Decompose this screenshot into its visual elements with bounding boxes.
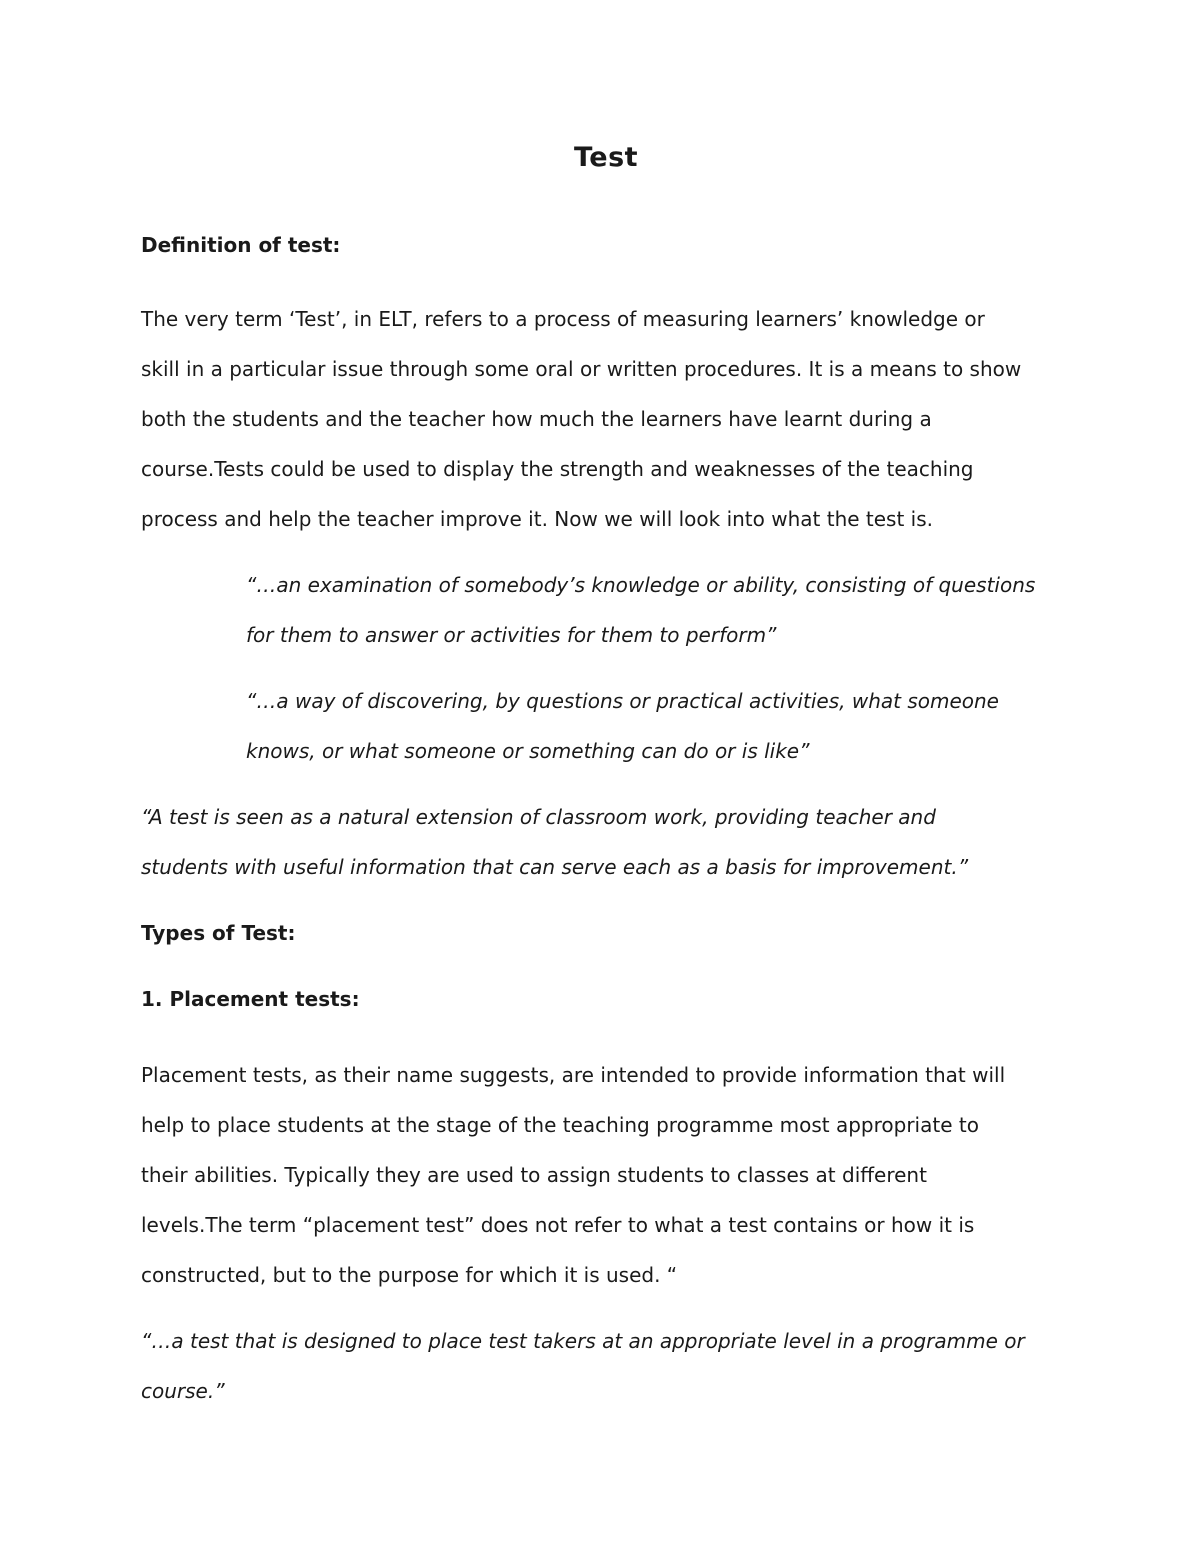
quote-line: for them to answer or activities for them to perform” (246, 623, 777, 647)
dictionary-quote-1 (246, 560, 1076, 660)
quote-line: “…a test that is designed to place test takers at an appropriate level in a programme or (141, 1329, 1025, 1353)
paragraph-line: both the students and the teacher how much the learners have learnt during a (141, 407, 932, 431)
paragraph-line: levels.The term “placement test” does not refer to what a test contains or how it is (141, 1213, 975, 1237)
quote-line: students with useful information that can serve each as a basis for improvement.” (141, 855, 969, 879)
dictionary-quote-2 (246, 676, 1076, 776)
quote-line: “…a way of discovering, by questions or practical activities, what someone (246, 689, 999, 713)
paragraph-line: course.Tests could be used to display the strength and weaknesses of the teaching (141, 457, 974, 481)
placement-heading: 1. Placement tests: (141, 987, 360, 1011)
paragraph-line: The very term ‘Test’, in ELT, refers to a process of measuring learners’ knowledge or (141, 307, 985, 331)
paragraph-line: skill in a particular issue through some oral or written procedures. It is a means to show (141, 357, 1022, 381)
quote-line: “A test is seen as a natural extension of classroom work, providing teacher and (141, 805, 936, 829)
classroom-quote (141, 792, 1071, 892)
placement-paragraph (141, 1050, 1071, 1300)
quote-line: “…an examination of somebody’s knowledge or ability, consisting of questions (246, 573, 1036, 597)
quote-line: course.” (141, 1379, 225, 1403)
quote-line: knows, or what someone or something can do or is like” (246, 739, 810, 763)
spacer (141, 1014, 1071, 1050)
paragraph-line: constructed, but to the purpose for which it is used. “ (141, 1263, 678, 1287)
paragraph-line: their abilities. Typically they are used to assign students to classes at different (141, 1163, 927, 1187)
spacer (141, 544, 1071, 560)
spacer (141, 1300, 1071, 1316)
spacer (141, 260, 1071, 294)
placement-quote (141, 1316, 1071, 1416)
spacer (141, 660, 1071, 676)
types-heading: Types of Test: (141, 921, 296, 945)
spacer (141, 948, 1071, 984)
paragraph-line: process and help the teacher improve it. Now we will look into what the test is. (141, 507, 934, 531)
spacer (141, 776, 1071, 792)
definition-heading: Definition of test: (141, 233, 341, 257)
paragraph-line: Placement tests, as their name suggests, are intended to provide information that will (141, 1063, 1006, 1087)
paragraph-line: help to place students at the stage of the teaching programme most appropriate to (141, 1113, 979, 1137)
document-body (141, 138, 1071, 1416)
spacer (141, 892, 1071, 918)
document-title: Test (573, 142, 639, 173)
spacer (141, 178, 1071, 230)
definition-paragraph (141, 294, 1071, 544)
